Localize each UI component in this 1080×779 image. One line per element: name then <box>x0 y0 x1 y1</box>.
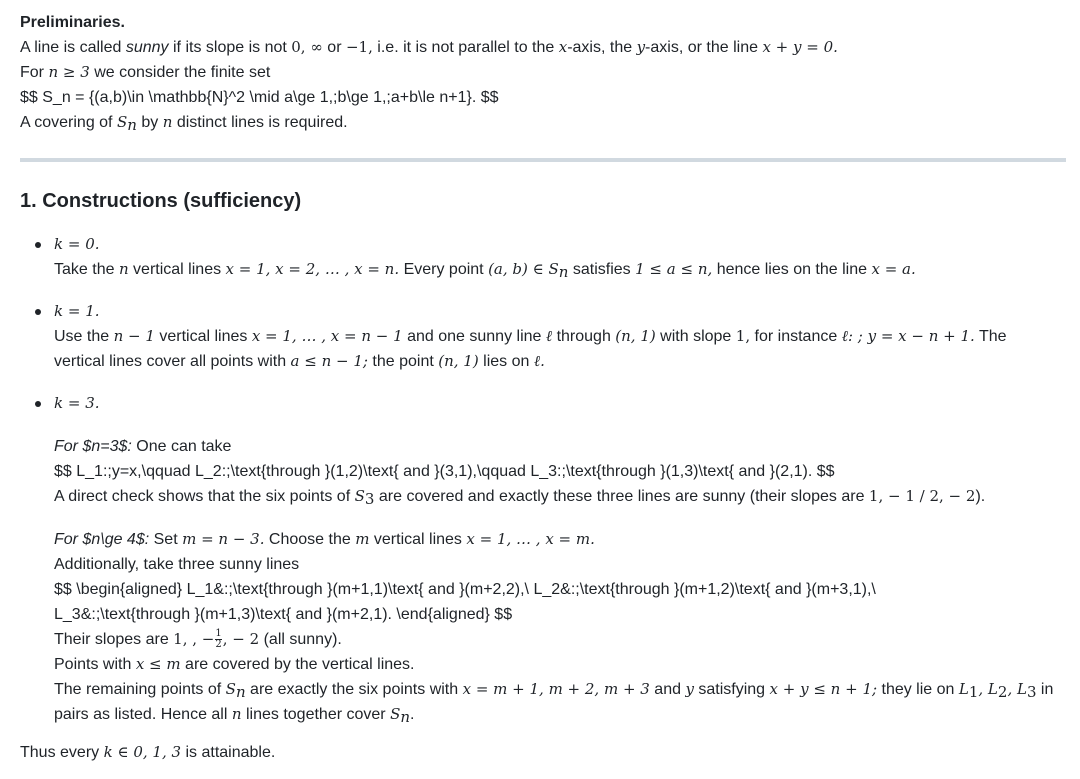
text: For <box>20 64 49 81</box>
case-label: For $n=3$: <box>54 438 132 455</box>
text: vertical lines cover all points with <box>54 353 291 370</box>
subscript: 3 <box>1026 683 1037 701</box>
case-heading: k = 0. <box>54 235 100 253</box>
horizontal-divider <box>20 158 1066 162</box>
text: if its slope is not <box>168 39 292 56</box>
math: x = 1, … , x = n − 1 <box>251 327 403 345</box>
subscript: 2 <box>997 683 1008 701</box>
subscript: n <box>400 708 411 726</box>
bullet-icon <box>35 242 41 248</box>
text: pairs as listed. Hence all <box>54 706 232 723</box>
case-heading: k = 3. <box>54 394 100 412</box>
math: x + y = 0. <box>762 38 838 56</box>
latex-n4-lines: L_3&:;\text{through }(m+1,3)\text{ and }(m+2,1). \end{aligned} $$ <box>54 606 513 623</box>
text: they lie on <box>877 681 959 698</box>
text: (all sunny). <box>259 631 342 648</box>
case-body <box>54 324 1060 349</box>
sunny-definition <box>20 35 1065 60</box>
preliminaries-section <box>20 10 1065 135</box>
n4-vertical-cover <box>54 652 1060 677</box>
fraction <box>215 629 221 650</box>
n4-intro <box>54 527 1060 552</box>
math: n <box>231 705 242 723</box>
math: a ≤ n − 1; <box>290 352 368 370</box>
math: , L <box>1007 680 1027 698</box>
math: −1, <box>345 38 373 56</box>
subscript: n <box>235 683 246 701</box>
math: x = 1, x = 2, … , x = n. <box>225 260 400 278</box>
text: distinct lines is required. <box>172 114 348 131</box>
text: Points with <box>54 656 136 673</box>
bullet-icon <box>35 401 41 407</box>
text: Their slopes are <box>54 631 174 648</box>
text: is attainable. <box>181 744 276 761</box>
finite-set-intro <box>20 60 1065 85</box>
math: k ∈ 0, 1, 3 <box>103 743 182 761</box>
math: , L <box>978 680 998 698</box>
text: and <box>649 681 686 698</box>
denominator: 2 <box>215 639 222 651</box>
math: (a, b) ∈ S <box>488 260 559 278</box>
text: Every point <box>399 261 489 278</box>
text: satisfies <box>568 261 636 278</box>
subscript: 1 <box>968 683 979 701</box>
math: ℓ: ; y = x − n + 1. <box>841 327 975 345</box>
math: n <box>162 113 173 131</box>
list-item-k1 <box>20 299 1060 374</box>
text: through <box>552 328 616 345</box>
latex-n3-lines: $$ L_1:;y=x,\qquad L_2:;\text{through }(1,2)\text{ and }(3,1),\qquad L_3:;\text{through }(1,3)\text{ and }(2,1). $$ <box>54 463 835 480</box>
term-sunny: sunny <box>125 39 169 56</box>
text: -axis, the <box>567 39 637 56</box>
n4-remaining <box>54 677 1060 702</box>
latex-set-definition: $$ S_n = {(a,b)\in \mathbb{N}^2 \mid a\ge 1,;b\ge 1,;a+b\le n+1}. $$ <box>20 89 499 106</box>
text: lies on <box>478 353 534 370</box>
text: are covered by the vertical lines. <box>180 656 415 673</box>
case-body <box>54 257 1060 282</box>
case-label: For $n\ge 4$: <box>54 531 150 548</box>
subscript: n <box>127 116 137 134</box>
text: for instance <box>750 328 842 345</box>
text: vertical lines <box>128 261 226 278</box>
list-item-k0 <box>20 232 1060 282</box>
math: ℓ. <box>533 352 545 370</box>
math: 1, , − <box>173 630 215 648</box>
math: x ≤ m <box>135 655 181 673</box>
math: S <box>390 705 401 723</box>
text: satisfying <box>693 681 770 698</box>
numerator: 1 <box>215 628 222 640</box>
text: in <box>1036 681 1054 698</box>
text: Thus every <box>20 744 104 761</box>
text: One can take <box>131 438 232 455</box>
text: vertical lines <box>154 328 252 345</box>
text: or <box>322 39 346 56</box>
final-statement <box>20 740 275 765</box>
text: by <box>136 114 163 131</box>
n4-additional: Additionally, take three sunny lines <box>54 556 300 573</box>
text: i.e. it is not parallel to the <box>372 39 559 56</box>
math: n ≥ 3 <box>48 63 90 81</box>
math: x <box>558 38 568 56</box>
math: (n, 1) <box>438 352 479 370</box>
math: 1, − 1 / 2, − 2 <box>868 487 976 505</box>
text: ). <box>975 488 986 505</box>
math: 0, ∞ <box>291 38 323 56</box>
math: , − 2 <box>222 630 260 648</box>
text: . <box>410 706 415 723</box>
bullet-icon <box>35 309 41 315</box>
text: A direct check shows that the six points of <box>54 488 355 505</box>
text: vertical lines <box>369 531 467 548</box>
n3-check <box>54 484 1060 509</box>
text: the point <box>367 353 439 370</box>
math: S <box>116 113 128 131</box>
text: A covering of <box>20 114 117 131</box>
text: Use the <box>54 328 114 345</box>
n4-slopes <box>54 627 1060 652</box>
math: 1 ≤ a ≤ n, <box>635 260 713 278</box>
math: L <box>958 680 969 698</box>
section-heading: 1. Constructions (sufficiency) <box>20 190 302 212</box>
text: The <box>974 328 1007 345</box>
case-heading: k = 1. <box>54 302 100 320</box>
list-item-k3 <box>20 391 1060 727</box>
text: lines together cover <box>241 706 391 723</box>
text: The remaining points of <box>54 681 226 698</box>
text: with slope <box>655 328 736 345</box>
math: y <box>636 38 646 56</box>
construction-list <box>20 232 1060 727</box>
text: hence lies on the line <box>712 261 872 278</box>
subscript: 3 <box>364 490 375 508</box>
text: Choose the <box>264 531 356 548</box>
math: n <box>118 260 129 278</box>
math: (n, 1) <box>615 327 656 345</box>
n3-intro <box>54 434 1060 459</box>
n4-conclusion <box>54 702 1060 727</box>
math: x + y ≤ n + 1; <box>769 680 878 698</box>
math: m <box>355 530 370 548</box>
text: are covered and exactly these three lines are sunny (their slopes are <box>374 488 869 505</box>
subscript: n <box>558 263 569 281</box>
math: x = 1, … , x = m. <box>466 530 595 548</box>
math: 1, <box>735 327 751 345</box>
text: are exactly the six points with <box>245 681 463 698</box>
text: A line is called <box>20 39 126 56</box>
case-body <box>54 349 1060 374</box>
latex-n4-lines: $$ \begin{aligned} L_1&:;\text{through }(m+1,1)\text{ and }(m+2,2),\ L_2&:;\text{through }(m+1,2)\text{ and }(m+3,1),\ <box>54 581 876 598</box>
math: S <box>354 487 365 505</box>
math: S <box>225 680 236 698</box>
math: x = m + 1, m + 2, m + 3 <box>462 680 650 698</box>
text: we consider the finite set <box>89 64 271 81</box>
text: Take the <box>54 261 119 278</box>
math: ℓ <box>545 327 553 345</box>
text: Set <box>149 531 183 548</box>
covering-requirement <box>20 110 1065 135</box>
preliminaries-title: Preliminaries. <box>20 14 125 31</box>
math: m = n − 3. <box>182 530 265 548</box>
text: -axis, or the line <box>645 39 763 56</box>
text: and one sunny line <box>402 328 546 345</box>
math: n − 1 <box>113 327 155 345</box>
math: y <box>685 680 694 698</box>
math: x = a. <box>871 260 916 278</box>
